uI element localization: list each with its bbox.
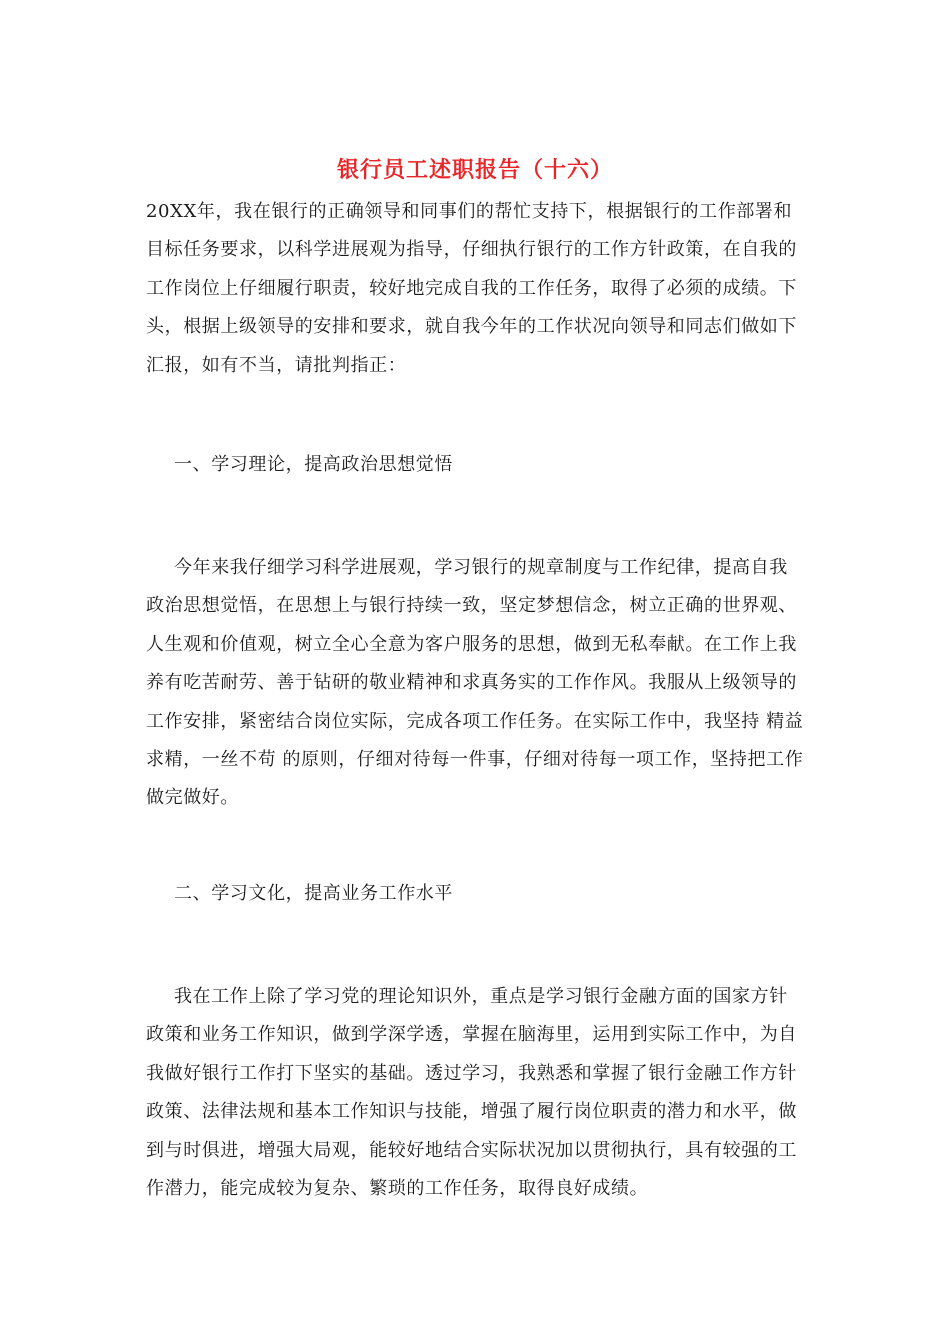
section-heading-1: 一、学习理论，提高政治思想觉悟 xyxy=(174,454,453,475)
section-body-1: 今年来我仔细学习科学进展观，学习银行的规章制度与工作纪律，提高自我政治思想觉悟，在思想上与银行持续一致，坚定梦想信念，树立正确的世界观、人生观和价值观，树立全心全意为客户服务的思想，做到无私奉献。在工作上我养有吃苦耐劳、善于钻研的敬业精神和求真务实的工作作风。我服从上级领导的工作安排，紧密结合岗位实际，完成各项工作任务。在实际工作中，我坚持 精益求精，一丝不苟 的原则，仔细对待每一件事，仔细对待每一项工作，坚持把工作做完做好。 xyxy=(146,557,804,809)
section-heading-2: 二、学习文化，提高业务工作水平 xyxy=(174,883,453,904)
document-title: 银行员工述职报告（十六） xyxy=(336,157,613,183)
intro-paragraph: 20XX年，我在银行的正确领导和同事们的帮忙支持下，根据银行的工作部署和目标任务要求，以科学进展观为指导，仔细执行银行的工作方针政策，在自我的工作岗位上仔细履行职责，较好地完成自我的工作任务，取得了必须的成绩。下头，根据上级领导的安排和要求，就自我今年的工作状况向领导和同志们做如下汇报，如有不当，请批判指正： xyxy=(146,201,797,376)
section-body-2: 我在工作上除了学习党的理论知识外，重点是学习银行金融方面的国家方针政策和业务工作知识，做到学深学透，掌握在脑海里，运用到实际工作中，为自我做好银行工作打下坚实的基础。透过学习，我熟悉和掌握了银行金融工作方针政策、法律法规和基本工作知识与技能，增强了履行岗位职责的潜力和水平，做到与时俱进，增强大局观，能较好地结合实际状况加以贯彻执行，具有较强的工作潜力，能完成较为复杂、繁琐的工作任务，取得良好成绩。 xyxy=(146,986,797,1200)
